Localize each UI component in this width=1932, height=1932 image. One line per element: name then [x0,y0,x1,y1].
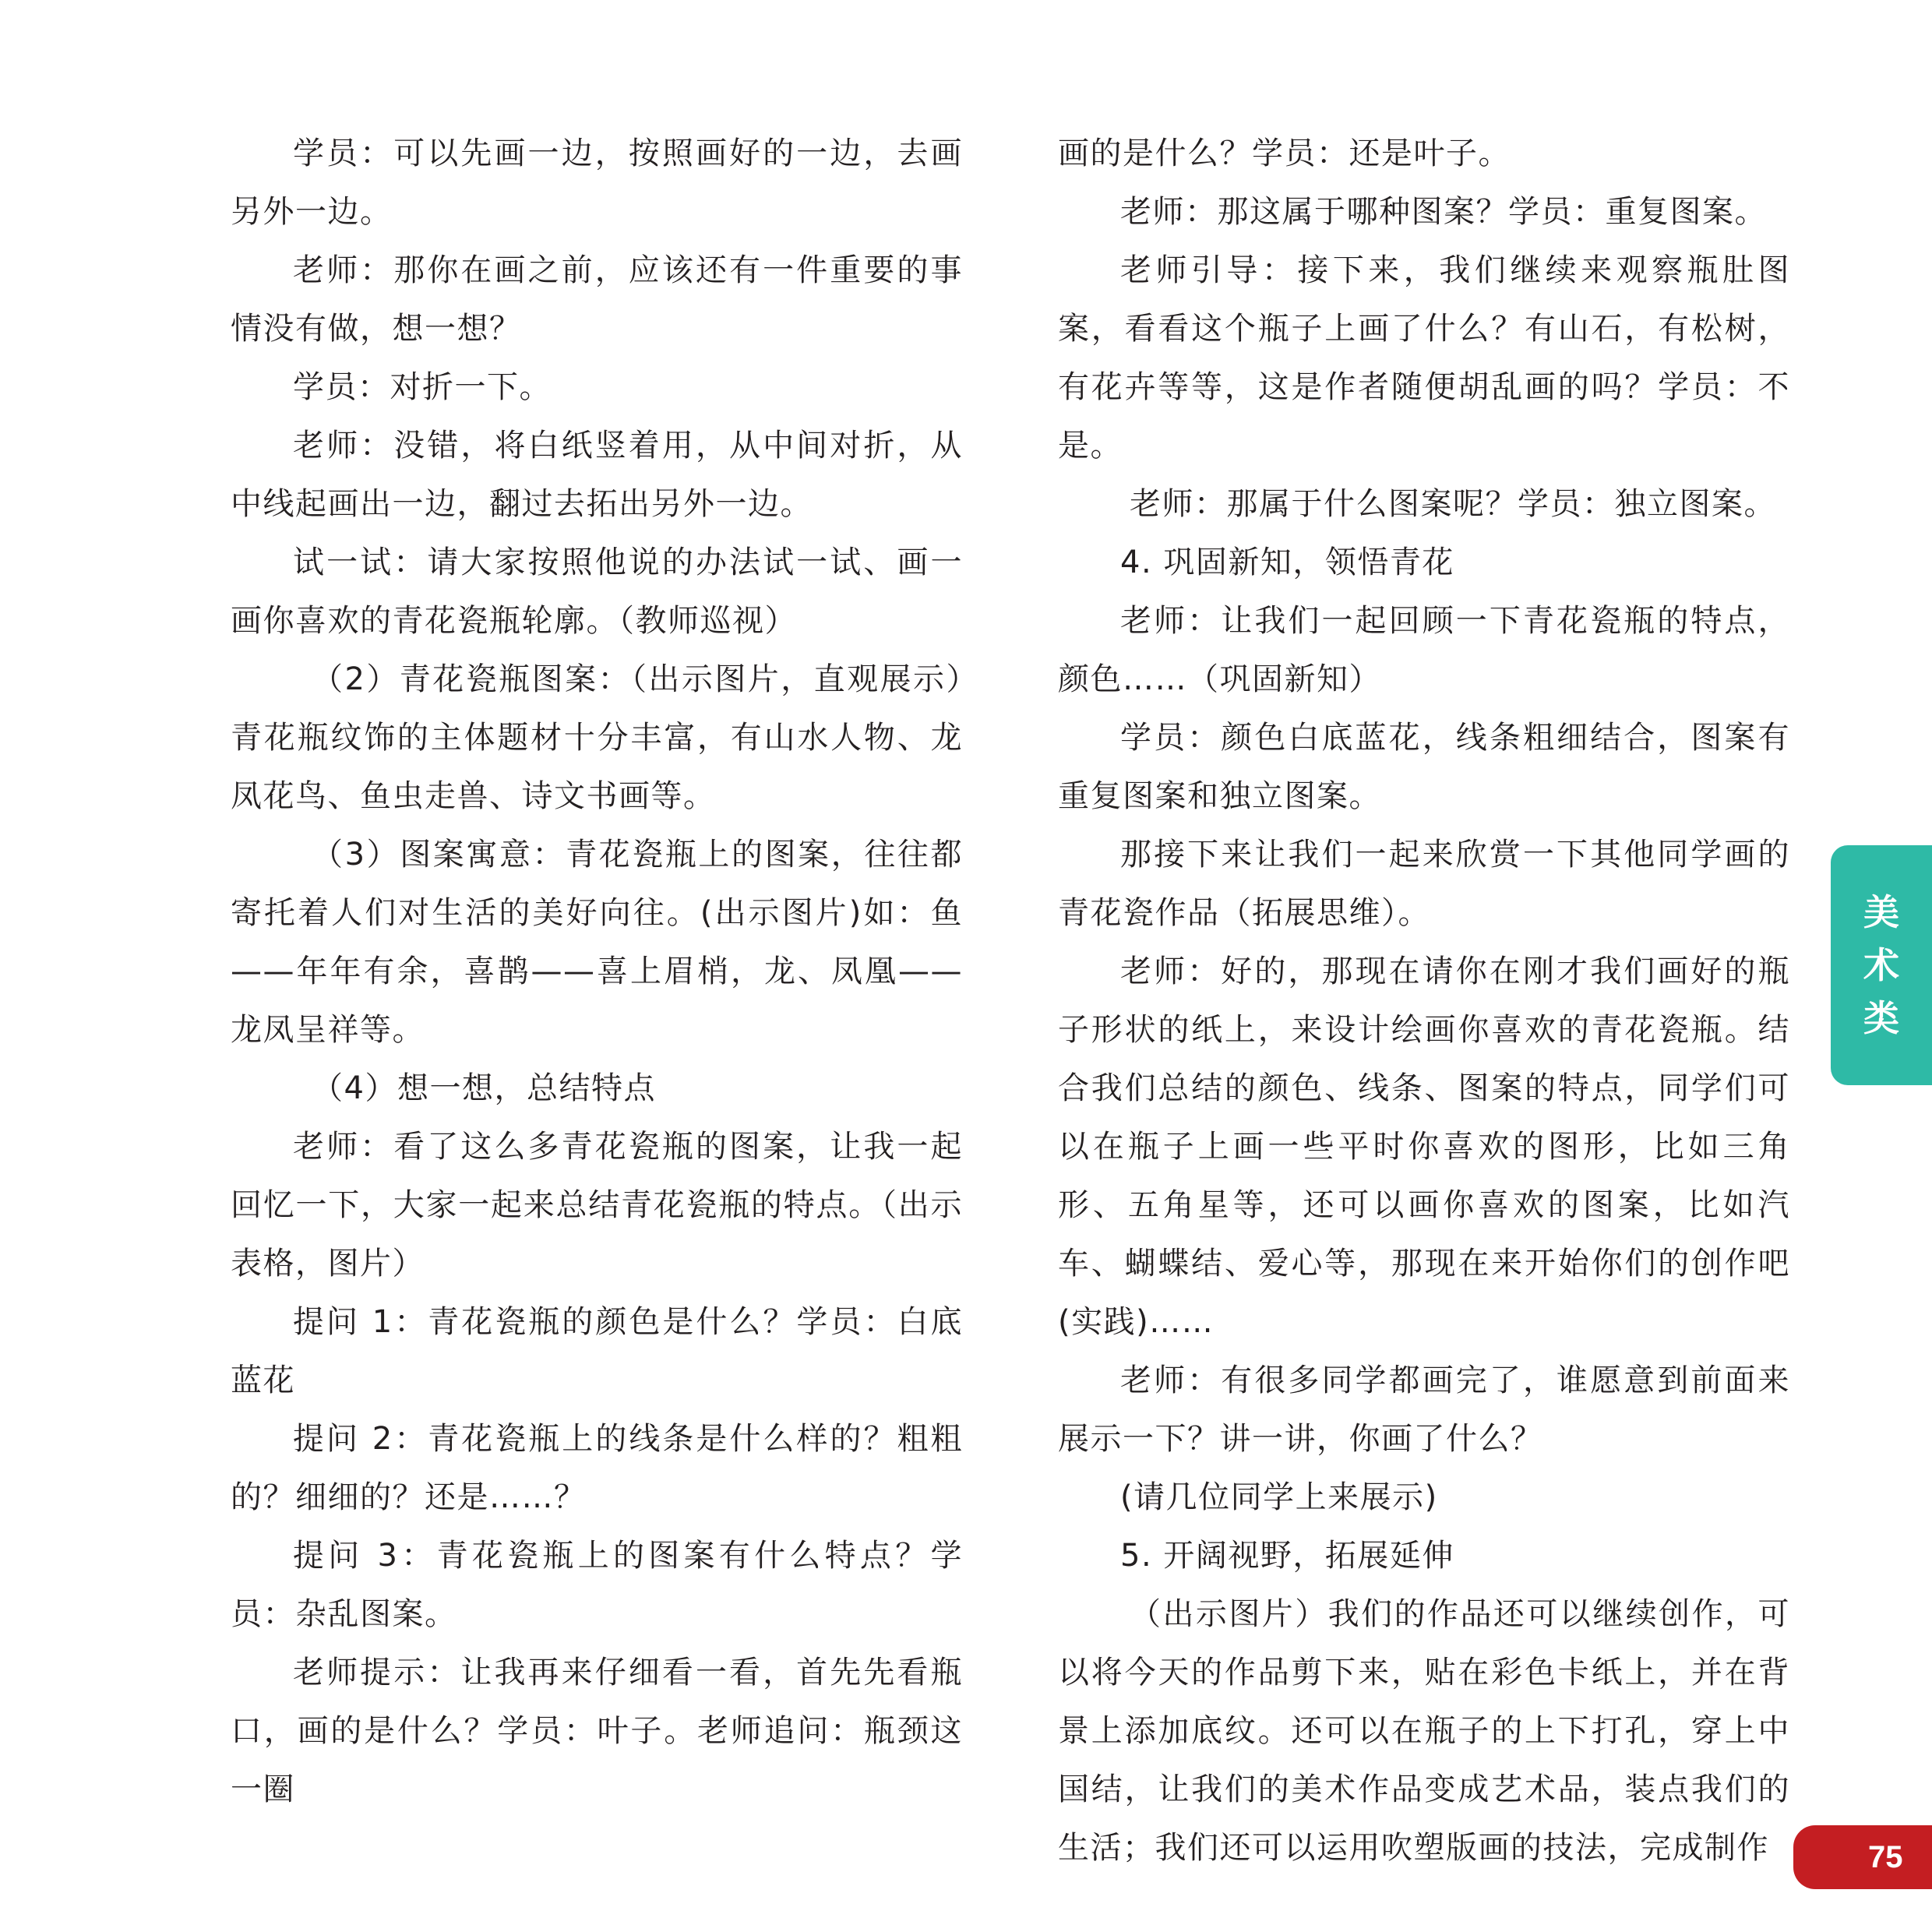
paragraph: （2）青花瓷瓶图案：（出示图片，直观展示）青花瓶纹饰的主体题材十分丰富，有山水人物、龙凤花鸟、鱼虫走兽、诗文书画等。 [231,661,963,814]
paragraph: 老师：那这属于哪种图案？学员：重复图案。 [1120,194,1767,230]
left-text-column [231,125,963,1819]
paragraph: （出示图片）我们的作品还可以继续创作，可以将今天的作品剪下来，贴在彩色卡纸上，并在背景上添加底纹。还可以在瓶子的上下打孔，穿上中国结，让我们的美术作品变成艺术品，装点我们的生活；我们还可以运用吹塑版画的技法，完成制作 [1058,1596,1790,1866]
side-tab-char: 类 [1863,997,1899,1039]
page-number: 75 [1868,1839,1903,1874]
paragraph: 老师引导：接下来，我们继续来观察瓶肚图案，看看这个瓶子上画了什么？有山石，有松树，有花卉等等，这是作者随便胡乱画的吗？学员：不是。 [1058,252,1790,464]
section-heading: 5. 开阔视野，拓展延伸 [1120,1538,1454,1574]
paragraph: 画的是什么？学员：还是叶子。 [1058,136,1511,171]
paragraph: 提问 1：青花瓷瓶的颜色是什么？学员：白底蓝花 [231,1304,963,1398]
paragraph: 学员：对折一下。 [293,369,552,405]
category-side-tab [1831,845,1932,1085]
paragraph: 提问 2：青花瓷瓶上的线条是什么样的？粗粗的？细细的？还是……？ [231,1421,963,1515]
paragraph: 老师：好的，那现在请你在刚才我们画好的瓶子形状的纸上，来设计绘画你喜欢的青花瓷瓶。结合我们总结的颜色、线条、图案的特点，同学们可以在瓶子上画一些平时你喜欢的图形，比如三角形、五角星等，还可以画你喜欢的图案，比如汽车、蝴蝶结、爱心等，那现在来开始你们的创作吧(实践)…… [1058,954,1790,1340]
paragraph: 老师：那属于什么图案呢？学员：独立图案。 [1130,486,1776,522]
section-heading: 4. 巩固新知，领悟青花 [1120,545,1454,580]
paragraph: 试一试：请大家按照他说的办法试一试、画一画你喜欢的青花瓷瓶轮廓。（教师巡视） [231,545,963,639]
paragraph: 学员：颜色白底蓝花，线条粗细结合，图案有重复图案和独立图案。 [1058,720,1790,814]
paragraph: （4）想一想，总结特点 [312,1070,656,1106]
paragraph: 老师：让我们一起回顾一下青花瓷瓶的特点，颜色……（巩固新知） [1058,603,1790,697]
page-number-badge [1793,1825,1932,1889]
paragraph: 老师提示：让我再来仔细看一看，首先先看瓶口，画的是什么？学员：叶子。老师追问：瓶颈这一圈 [231,1655,963,1807]
paragraph: 学员：可以先画一边，按照画好的一边，去画另外一边。 [231,136,963,230]
paragraph: 老师：没错，将白纸竖着用，从中间对折，从中线起画出一边，翻过去拓出另外一边。 [231,428,963,522]
paragraph: （3）图案寓意：青花瓷瓶上的图案，往往都寄托着人们对生活的美好向往。(出示图片)如：鱼——年年有余，喜鹊——喜上眉梢，龙、凤凰——龙凤呈祥等。 [231,837,963,1048]
right-text-column [1058,125,1790,1877]
side-tab-char: 美 [1863,891,1899,933]
side-tab-char: 术 [1863,944,1899,986]
paragraph: (请几位同学上来展示) [1120,1479,1438,1515]
paragraph: 那接下来让我们一起来欣赏一下其他同学画的青花瓷作品（拓展思维）。 [1058,837,1790,931]
paragraph: 老师：有很多同学都画完了，谁愿意到前面来展示一下？讲一讲，你画了什么？ [1058,1363,1790,1457]
paragraph: 提问 3：青花瓷瓶上的图案有什么特点？学员：杂乱图案。 [231,1538,963,1632]
paragraph: 老师：那你在画之前，应该还有一件重要的事情没有做，想一想？ [231,252,963,347]
paragraph: 老师：看了这么多青花瓷瓶的图案，让我一起回忆一下，大家一起来总结青花瓷瓶的特点。（出示表格，图片） [231,1129,963,1282]
